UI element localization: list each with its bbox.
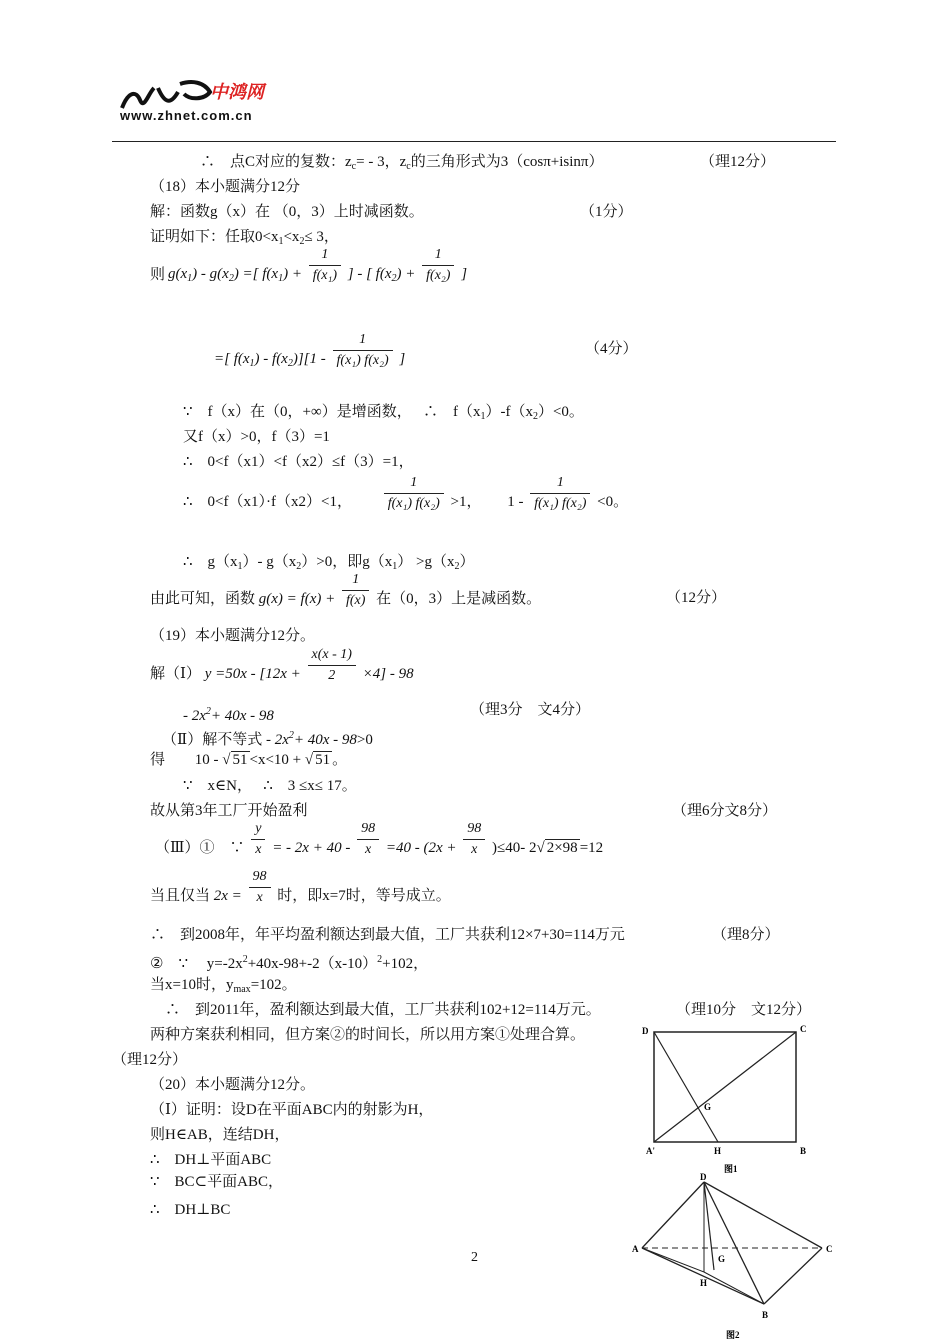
score-note: （理8分） [712,927,780,943]
site-logo-text: 中鸿网 [210,82,264,103]
equation-1: $g(x_1) - g(x_2)$ =[ $f(x_1)$ + $\frac{1}{\text{f(x₁)}}$ ] - [ $f(x_2)$ + $\frac{1}{\text{f(x₂)}}$ ] [168,247,468,284]
fig1-label-h: H [714,1146,722,1156]
solution-20-line2: 则H∈AB，连结DH， [150,1127,290,1143]
positive-condition-line: 又f（x）>0，f（3）=1 [183,429,330,445]
profit-start-line: 故从第3年工厂开始盈利 [150,803,308,819]
conclusion-18: 由此可知，函数 g(x) = f(x) + $\frac{1}{f(x)}$ 在（0，3）上是减函数。 [150,572,542,608]
solution-20-line4: ∵ BC⊂平面ABC， [150,1174,283,1190]
problem-20-title: （20）本小题满分12分。 [150,1077,316,1093]
score-note: （理3分 文4分） [470,702,591,718]
complex-number-line: ∴ 点C对应的复数：$z_c= - 3$，$z_c$的三角形式为3（cosπ+isinπ） [200,154,604,172]
solution-19-part1: 解（Ⅰ） y =50x - [12x + $\frac{x(x - 1)}{2}$ ×4] - 98 [150,647,414,683]
score-note: （1分） [580,204,633,220]
fig2-caption: 图2 [726,1330,740,1340]
integer-range-line: ∵ x∈N， ∴ 3 ≤x≤ 17。 [183,778,357,794]
bound-line-1: ∴ 0<f（x1）<f（x2）≤f（3）=1， [183,454,414,470]
equality-condition: 当且仅当 2x = $\frac{98}{x}$ 时，即x=7时，等号成立。 [150,869,451,905]
plan2-formula: ② ∵ $y=-2x^2+40x-98+-2(x-10)^2+102$， [150,954,429,972]
solution-18-claim: 解：函数g（x）在 （0，3）上时减函数。 [150,204,424,220]
fig2-label-g: G [718,1254,726,1264]
plan2-result: ∴ 到2011年，盈利额达到最大值，工厂共获利102+12=114万元。 [165,1002,601,1018]
g-difference-line: ∴ $g(x_1)-$ $g(x_2)>0$，即$g(x_1) >g(x_2)$ [183,554,475,572]
fig1-caption: 图1 [724,1164,738,1174]
inequality-solution: 得 10 - √ 51 <x<10 + √ 51 。 [150,752,348,768]
fig2-label-h: H [700,1278,708,1288]
problem-19-title: （19）本小题满分12分。 [150,628,316,644]
then-label: 则 [150,267,166,283]
score-note: （4分） [585,341,638,357]
score-note: （理12分） [700,154,776,170]
fig2-label-b: B [762,1310,769,1320]
fig2-label-d: D [700,1172,707,1182]
fig1-label-b: B [800,1146,807,1156]
page-number: 2 [471,1250,478,1265]
equation-2: =[ $f(x_1) - f(x_2)][1$ - $\frac{1}{\text{f(x₁) f(x₂)}}$ ] [214,332,406,369]
score-note: （12分） [666,590,727,606]
solution-20-line1: （Ⅰ）证明：设D在平面ABC内的射影为H， [150,1102,434,1118]
plan-comparison: 两种方案获利相同，但方案②的时间长，所以用方案①处理合算。 [150,1027,586,1043]
fig1-label-g: G [704,1102,712,1112]
header-rule [112,141,836,142]
solution-20-line5: ∴ DH⊥BC [150,1202,231,1218]
fig1-label-c: C [800,1024,807,1034]
fig2-label-c: C [826,1244,833,1254]
bound-line-2: ∴ 0<f（x1）·f（x2）<1， $\frac{1}{\text{f(x₁) f(x₂)}}$ >1， 1 - $\frac{1}{\text{f(x₁) f(x₂)}}$ <0。 [183,475,629,511]
solution-19-part3: （Ⅲ）① ∵ $\frac{y}{x}$ = - 2x + 40 - $\frac{98}{x}$ =40 - (2x + $\frac{98}{x}$ )≤40- 2√ 2×98 =12 [155,821,604,857]
figure-2-pyramid [630,1172,840,1344]
problem-18-title: （18）本小题满分12分 [150,179,301,195]
solution-20-line3: ∴ DH⊥平面ABC [150,1152,272,1168]
score-note: （理12分） [112,1052,188,1068]
plan1-result: ∴ 到2008年，年平均盈利额达到最大值，工厂共获利12×7+30=114万元 [150,927,625,943]
figure-1-rectangle [640,1020,820,1180]
fig1-label-a: A' [646,1146,655,1156]
plan2-max: 当x=10时，$y_{max}=102$。 [150,977,297,995]
solution-19-part2: （Ⅱ）解不等式 - $2x^2+ 40x - 98>0$ [162,730,373,748]
fig1-label-d: D [642,1026,649,1036]
fig2-label-a: A [632,1244,639,1254]
increasing-function-line: ∵ f（x）在（0，+∞）是增函数， ∴ $f(x_1)-f(x_2)<0$。 [183,404,584,422]
score-note: （理6分文8分） [672,803,778,819]
profit-expression: - $2x^2+ 40x - 98$ [183,706,274,724]
solution-18-proof-start: 证明如下：任取$0<x_1<x_2\le 3$， [150,229,339,247]
score-note: （理10分 文12分） [676,1002,812,1018]
site-url: www.zhnet.com.cn [120,108,253,123]
